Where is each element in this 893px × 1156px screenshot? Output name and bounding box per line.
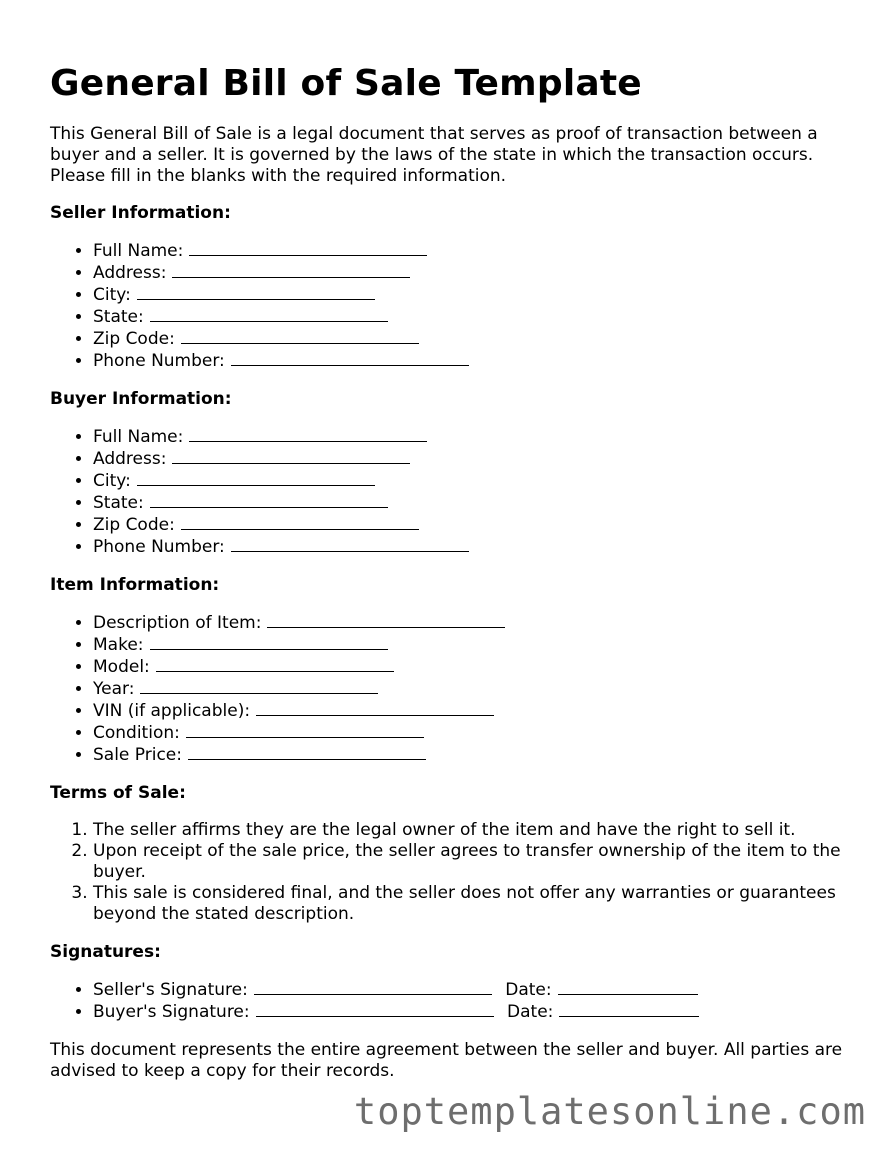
date-label: Date:: [507, 1002, 554, 1022]
blank-line: [140, 678, 378, 694]
signature-blank: [254, 979, 492, 995]
date-label: Date:: [505, 980, 552, 1000]
signature-label: Seller's Signature:: [93, 980, 248, 1000]
field-label: Sale Price:: [93, 745, 182, 765]
blank-line: [156, 656, 394, 672]
item-fields-list: [50, 612, 850, 766]
seller-heading: Seller Information:: [50, 203, 231, 223]
field-label: Phone Number:: [93, 537, 225, 557]
document-page: [50, 62, 850, 1082]
buyer-fields-list: [50, 426, 850, 558]
term-item: 1. The seller affirms they are the legal owner of the item and have the right to sell it.: [93, 820, 850, 841]
signatures-heading: Signatures:: [50, 942, 161, 962]
date-blank: [559, 1001, 699, 1017]
blank-line: [189, 426, 427, 442]
seller-field: [93, 350, 850, 372]
buyer-field: [93, 470, 850, 492]
blank-line: [172, 448, 410, 464]
item-field: [93, 634, 850, 656]
buyer-field: [93, 536, 850, 558]
footer-paragraph: This document represents the entire agreement between the seller and buyer. All parties are advised to keep a copy for their records.: [50, 1040, 843, 1081]
signature-blank: [256, 1001, 494, 1017]
intro-paragraph: This General Bill of Sale is a legal document that serves as proof of transaction between a buyer and a seller. It is governed by the laws of the state in which the transaction occurs. Please fill in the blanks with the required information.: [50, 124, 818, 186]
field-label: State:: [93, 307, 144, 327]
blank-line: [267, 612, 505, 628]
terms-list: [50, 820, 850, 925]
blank-line: [150, 492, 388, 508]
blank-line: [231, 350, 469, 366]
blank-line: [150, 306, 388, 322]
seller-field: [93, 328, 850, 350]
field-label: VIN (if applicable):: [93, 701, 251, 721]
field-label: Zip Code:: [93, 329, 175, 349]
seller-field: [93, 240, 850, 262]
item-field: [93, 656, 850, 678]
field-label: Address:: [93, 263, 167, 283]
item-field: [93, 612, 850, 634]
blank-line: [137, 284, 375, 300]
buyer-field: [93, 448, 850, 470]
seller-field: [93, 306, 850, 328]
seller-fields-list: [50, 240, 850, 372]
document-title: General Bill of Sale Template: [50, 63, 642, 104]
term-item: 3. This sale is considered final, and the seller does not offer any warranties or guarantees beyond the stated description.: [93, 883, 850, 925]
blank-line: [188, 744, 426, 760]
date-blank: [558, 979, 698, 995]
blank-line: [181, 328, 419, 344]
buyer-field: [93, 426, 850, 448]
blank-line: [189, 240, 427, 256]
field-label: Model:: [93, 657, 150, 677]
item-field: [93, 722, 850, 744]
blank-line: [137, 470, 375, 486]
buyer-heading: Buyer Information:: [50, 389, 232, 409]
field-label: Full Name:: [93, 241, 184, 261]
signature-label: Buyer's Signature:: [93, 1002, 250, 1022]
field-label: Condition:: [93, 723, 180, 743]
item-field: [93, 700, 850, 722]
blank-line: [150, 634, 388, 650]
field-label: Description of Item:: [93, 613, 262, 633]
field-label: City:: [93, 471, 131, 491]
item-field: [93, 678, 850, 700]
field-label: Zip Code:: [93, 515, 175, 535]
field-label: State:: [93, 493, 144, 513]
field-label: City:: [93, 285, 131, 305]
field-label: Year:: [93, 679, 135, 699]
signature-line: [93, 979, 850, 1001]
blank-line: [172, 262, 410, 278]
field-label: Make:: [93, 635, 144, 655]
watermark-text: toptemplatesonline.com: [353, 1090, 866, 1133]
seller-field: [93, 284, 850, 306]
field-label: Full Name:: [93, 427, 184, 447]
blank-line: [181, 514, 419, 530]
term-item: 2. Upon receipt of the sale price, the seller agrees to transfer ownership of the item to the buyer.: [93, 841, 850, 883]
item-heading: Item Information:: [50, 575, 220, 595]
signature-line: [93, 1001, 850, 1023]
field-label: Phone Number:: [93, 351, 225, 371]
item-field: [93, 744, 850, 766]
terms-heading: Terms of Sale:: [50, 783, 186, 803]
seller-field: [93, 262, 850, 284]
blank-line: [231, 536, 469, 552]
blank-line: [186, 722, 424, 738]
blank-line: [256, 700, 494, 716]
field-label: Address:: [93, 449, 167, 469]
buyer-field: [93, 514, 850, 536]
buyer-field: [93, 492, 850, 514]
signatures-list: [50, 979, 850, 1023]
